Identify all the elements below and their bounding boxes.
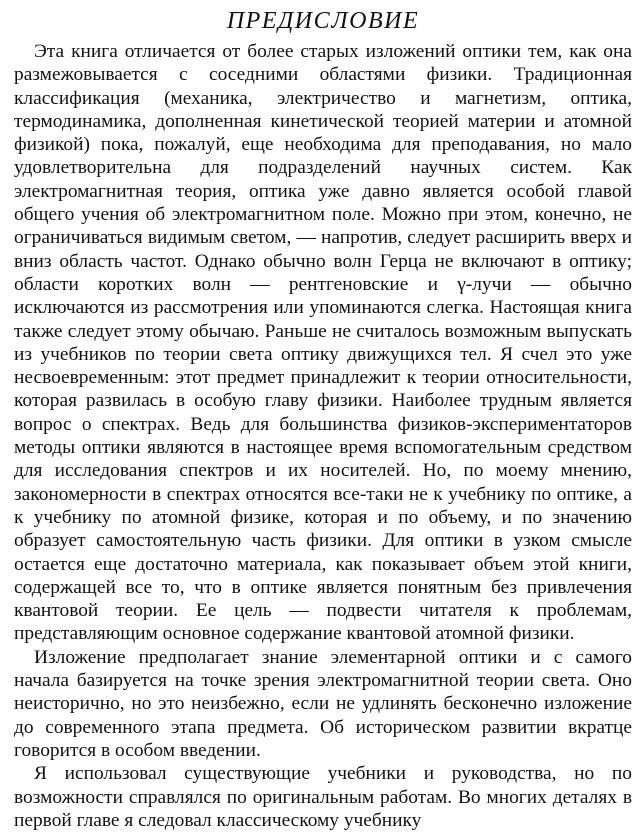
page-title: ПРЕДИСЛОВИЕ: [226, 8, 420, 34]
paragraph-1: Эта книга отличается от более старых изложений оптики тем, как она размежовывается с соседними областями физики. Традиционная классификация (механика, электричество и магнетизм, оптика, термодинамика, дополненная кинетической теорией материи и атомной физикой) пока, пожалуй, еще необходима для преподавания, но мало удовлетворительна для подразделений научных систем. Как электромагнитная теория, оптика уже давно является особой главой общего учения об электромагнитном поле. Можно при этом, конечно, не ограничиваться видимым светом, — напротив, следует расширить вверх и вниз область частот. Однако обычно волн Герца не включают в оптику; области коротких волн — рентгеновские и γ-лучи — обычно исключаются из рассмотрения или упоминаются слегка. Настоящая книга также следует этому обычаю. Раньше не считалось возможным выпускать из учебников по теории света оптику движущихся тел. Я счел это уже несвоевременным: этот предмет принадлежит к теории относительности, которая развилась в особую главу физики. Наиболее трудным является вопрос о спектрах. Ведь для большинства физиков-экспериментаторов методы оптики являются в настоящее время вспомогательным средством для исследования спектров и их носителей. Но, по моему мнению, закономерности в спектрах относятся все-таки не к учебнику по оптике, а к учебнику по атомной физике, которая и по объему, и по значению образует самостоятельную часть физики. Для оптики в узком смысле остается еще достаточно материала, как показывает объем этой книги, содержащей все то, что в оптике является понятным без привлечения квантовой теории. Ее цель — подвести читателя к проблемам, представляющим основное содержание квантовой атомной физики.: [14, 41, 632, 645]
paragraph-2: Изложение предполагает знание элементарной оптики и с самого начала базируется на точке зрения электромагнитной теории света. Оно неисторично, но это неизбежно, если не удлинять бесконечно изложение до современного этапа предмета. Об историческом развитии вкратце говорится в особом введении.: [14, 646, 632, 761]
page: [14, 6, 632, 832]
paragraph-3: Я использовал существующие учебники и руководства, но по возможности справлялся по оригинальным работам. Во многих деталях в первой главе я следовал классическому учебнику: [14, 763, 632, 831]
